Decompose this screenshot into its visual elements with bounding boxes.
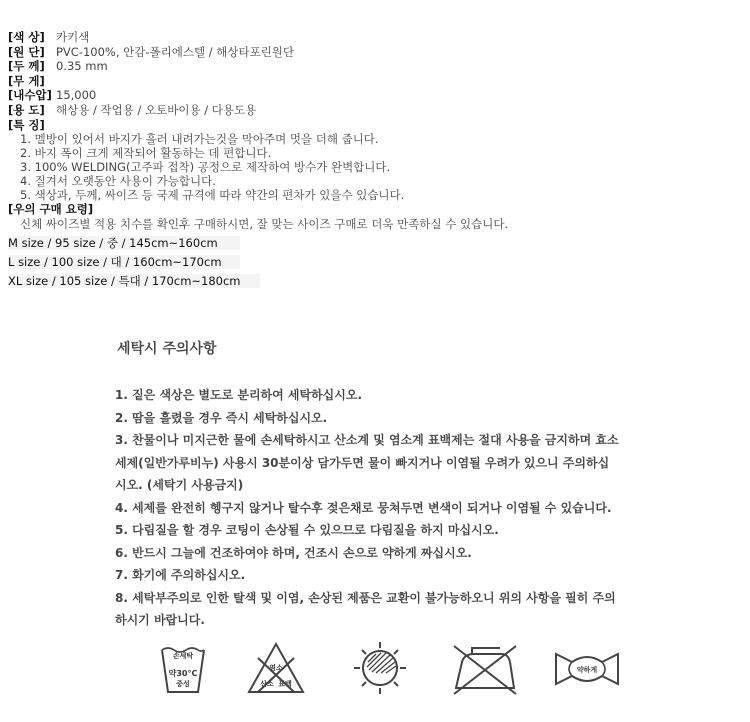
- bleach-label-bleach: 표백: [278, 680, 292, 688]
- product-spec: [8, 30, 608, 289]
- wring-label: 약하게: [576, 666, 598, 674]
- spec-usage: [8, 103, 608, 118]
- size-table: [8, 232, 608, 289]
- purchase-note: 신체 싸이즈별 적용 치수를 확인후 구매하시면, 잘 맞는 사이즈 구매로 더욱 만족하실 수 있습니다.: [20, 216, 509, 231]
- spec-label: [용 도]: [8, 102, 45, 117]
- spec-label: [색 상]: [8, 30, 45, 44]
- wring-gently-icon: [554, 640, 620, 696]
- spec-label: [두 께]: [8, 59, 45, 74]
- spec-weight: [8, 74, 608, 89]
- wash-item: 3. 찬물이나 미지근한 물에 손세탁하시고 산소계 및 염소계 표백제는 절대 사용을 금지하며 효소: [115, 433, 619, 447]
- spec-value: 해상용 / 작업용 / 오토바이용 / 다용도용: [56, 102, 257, 117]
- feature-item: 3. 100% WELDING(고주파 접착) 공정으로 제작하여 방수가 완벽합니다.: [20, 160, 391, 175]
- wash-item: 1. 짙은 색상은 별도로 분리하여 세탁하십시오.: [115, 388, 363, 402]
- wash-item: 6. 반드시 그늘에 건조하여야 하며, 건조시 손으로 약하게 짜십시오.: [115, 545, 472, 560]
- spec-value: 0.35 mm: [56, 59, 108, 74]
- spec-label: [무 게]: [8, 73, 45, 88]
- hand-wash-icon: [158, 640, 208, 696]
- feature-item: 1. 멜방이 있어서 바지가 흘러 내려가는것을 막아주며 멋을 더해 줍니다.: [20, 132, 379, 147]
- size-row: M size / 95 size / 중 / 145cm~160cm: [8, 236, 240, 250]
- wash-instructions: [115, 384, 655, 632]
- spec-label: [내수압]: [8, 88, 52, 103]
- spec-thickness: [8, 59, 608, 74]
- bleach-label-chlorine: 염소: [269, 664, 283, 672]
- spec-value: PVC-100%, 안감-폴리에스텔 / 해상타포린원단: [56, 44, 295, 59]
- feature-item: 4. 질겨서 오랫동안 사용이 가능합니다.: [20, 174, 216, 189]
- spec-label: [우의 구매 요령]: [8, 202, 94, 217]
- wash-item-continued: 하시기 바랍니다.: [115, 613, 205, 627]
- size-row: XL size / 105 size / 특대 / 170cm~180cm: [8, 274, 260, 288]
- no-iron-icon: [450, 640, 520, 696]
- no-bleach-icon: [246, 640, 306, 696]
- spec-label: [특 징]: [8, 117, 45, 132]
- feature-item: 5. 색상과, 두께, 싸이즈 등 국제 규격에 따라 약간의 편차가 있을수 있습니다.: [20, 188, 405, 203]
- spec-fabric: [8, 45, 608, 60]
- wash-item: 2. 땀을 흘렸을 경우 즉시 세탁하십시오.: [115, 410, 328, 425]
- spec-value: 15,000: [56, 88, 97, 103]
- hand-wash-label: 손세탁: [172, 652, 194, 660]
- wash-item-continued: 세제(일반가루비누) 사용시 30분이상 담가두면 물이 빠지거나 이염될 우려가 있으니 주의하십: [115, 455, 610, 470]
- spec-pressure: [8, 88, 608, 103]
- wash-title: 세탁시 주의사항: [117, 341, 217, 357]
- size-row: L size / 100 size / 대 / 160cm~170cm: [8, 255, 240, 269]
- hand-wash-temp: 약30°C: [168, 669, 198, 678]
- spec-features-heading: [8, 118, 608, 133]
- wash-item: 7. 화기에 주의하십시오.: [115, 568, 246, 582]
- wash-item: 8. 세탁부주의로 인한 탈색 및 이염, 손상된 제품은 교환이 불가능하오니 위의 사항을 필히 주의: [115, 590, 616, 605]
- bleach-label-oxygen: 산소: [260, 680, 274, 688]
- spec-value: 카키색: [56, 30, 90, 44]
- shade-dry-icon: [350, 640, 410, 696]
- hand-wash-detergent: 중성: [176, 680, 190, 688]
- spec-label: [원 단]: [8, 44, 45, 59]
- wash-item: 5. 다림질을 할 경우 코팅이 손상될 수 있으므로 다림질을 하지 마십시오.: [115, 523, 499, 537]
- wash-item: 4. 세제를 완전히 헹구지 않거나 탈수후 젖은채로 뭉쳐두면 변색이 되거나 이염될 수 있습니다.: [115, 500, 612, 515]
- care-icons: [150, 640, 620, 702]
- wash-item-continued: 시오. (세탁기 사용금지): [115, 478, 244, 492]
- spec-color: [8, 30, 608, 45]
- spec-purchase-heading: [8, 202, 608, 217]
- feature-item: 2. 바지 폭이 크게 제작되어 활동하는 데 편합니다.: [20, 146, 272, 161]
